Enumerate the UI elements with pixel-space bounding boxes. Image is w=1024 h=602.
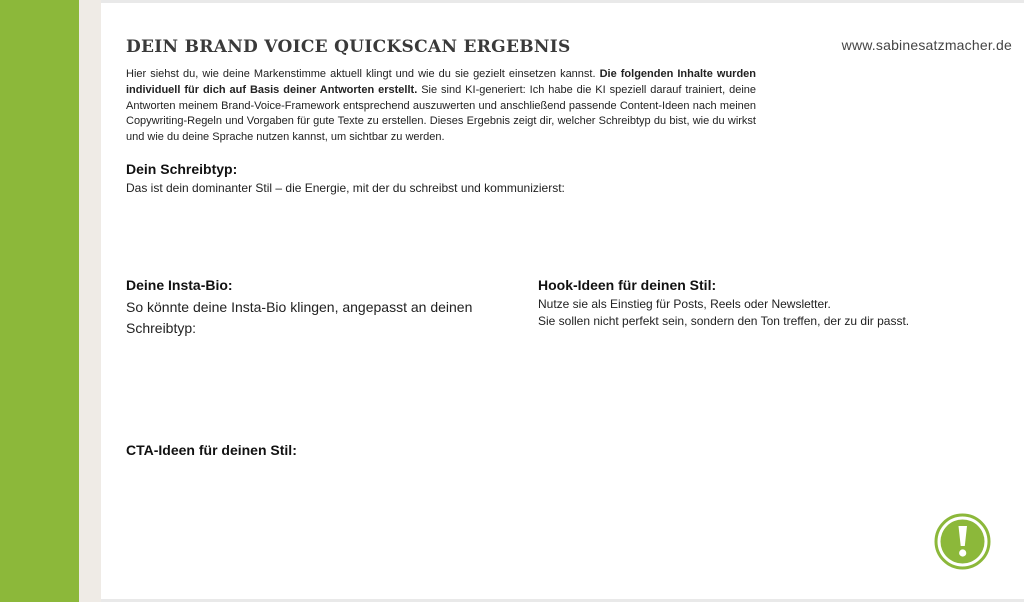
hooks-text <box>538 296 938 330</box>
hooks-text-line-2: Sie sollen nicht perfekt sein, sondern den Ton treffen, der zu dir passt. <box>538 314 910 328</box>
top-divider <box>101 0 1024 3</box>
sidebar-beige-bar <box>79 0 101 602</box>
hooks-text-line-1: Nutze sie als Einstieg für Posts, Reels oder Newsletter. <box>538 297 831 311</box>
exclamation-icon <box>934 513 991 570</box>
cta-heading: CTA-Ideen für deinen Stil: <box>126 442 297 458</box>
schreibtyp-text: Das ist dein dominanter Stil – die Energie, mit der du schreibst und kommunizierst: <box>126 181 565 195</box>
intro-text-2: Sie sind KI-generiert: Ich habe die KI speziell darauf trainiert, deine Antworten meinem Brand-Voice-Framework entsprechend auszuwerten und anschließend passende Content-Ideen nach meinen Copywriting-Regeln und Vorgaben für gute Texte zu erstellen. Dieses Ergebnis zeigt dir, welcher Schreibtyp du bist, wie du wirkst und wie du deine Sprache nutzen kannst, um sichtbar zu werden. <box>126 83 757 144</box>
sidebar-green-bar <box>0 0 79 602</box>
intro-text-bold: Die folgenden Inhalte wurden individuell für dich auf Basis deiner Antworten erstellt. <box>126 68 756 96</box>
schreibtyp-heading: Dein Schreibtyp: <box>126 161 238 177</box>
page-title: DEIN BRAND VOICE QUICKSCAN ERGEBNIS <box>126 37 571 57</box>
hooks-heading: Hook-Ideen für deinen Stil: <box>538 277 717 293</box>
instabio-text: So könnte deine Insta-Bio klingen, angepasst an deinen Schreibtyp: <box>126 299 473 336</box>
intro-text-1: Hier siehst du, wie deine Markenstimme aktuell klingt und wie du sie gezielt einsetzen kannst. <box>126 68 600 80</box>
website-link[interactable]: www.sabinesatzmacher.de <box>841 37 1012 53</box>
intro-paragraph <box>126 67 756 146</box>
instabio-heading: Deine Insta-Bio: <box>126 277 233 293</box>
